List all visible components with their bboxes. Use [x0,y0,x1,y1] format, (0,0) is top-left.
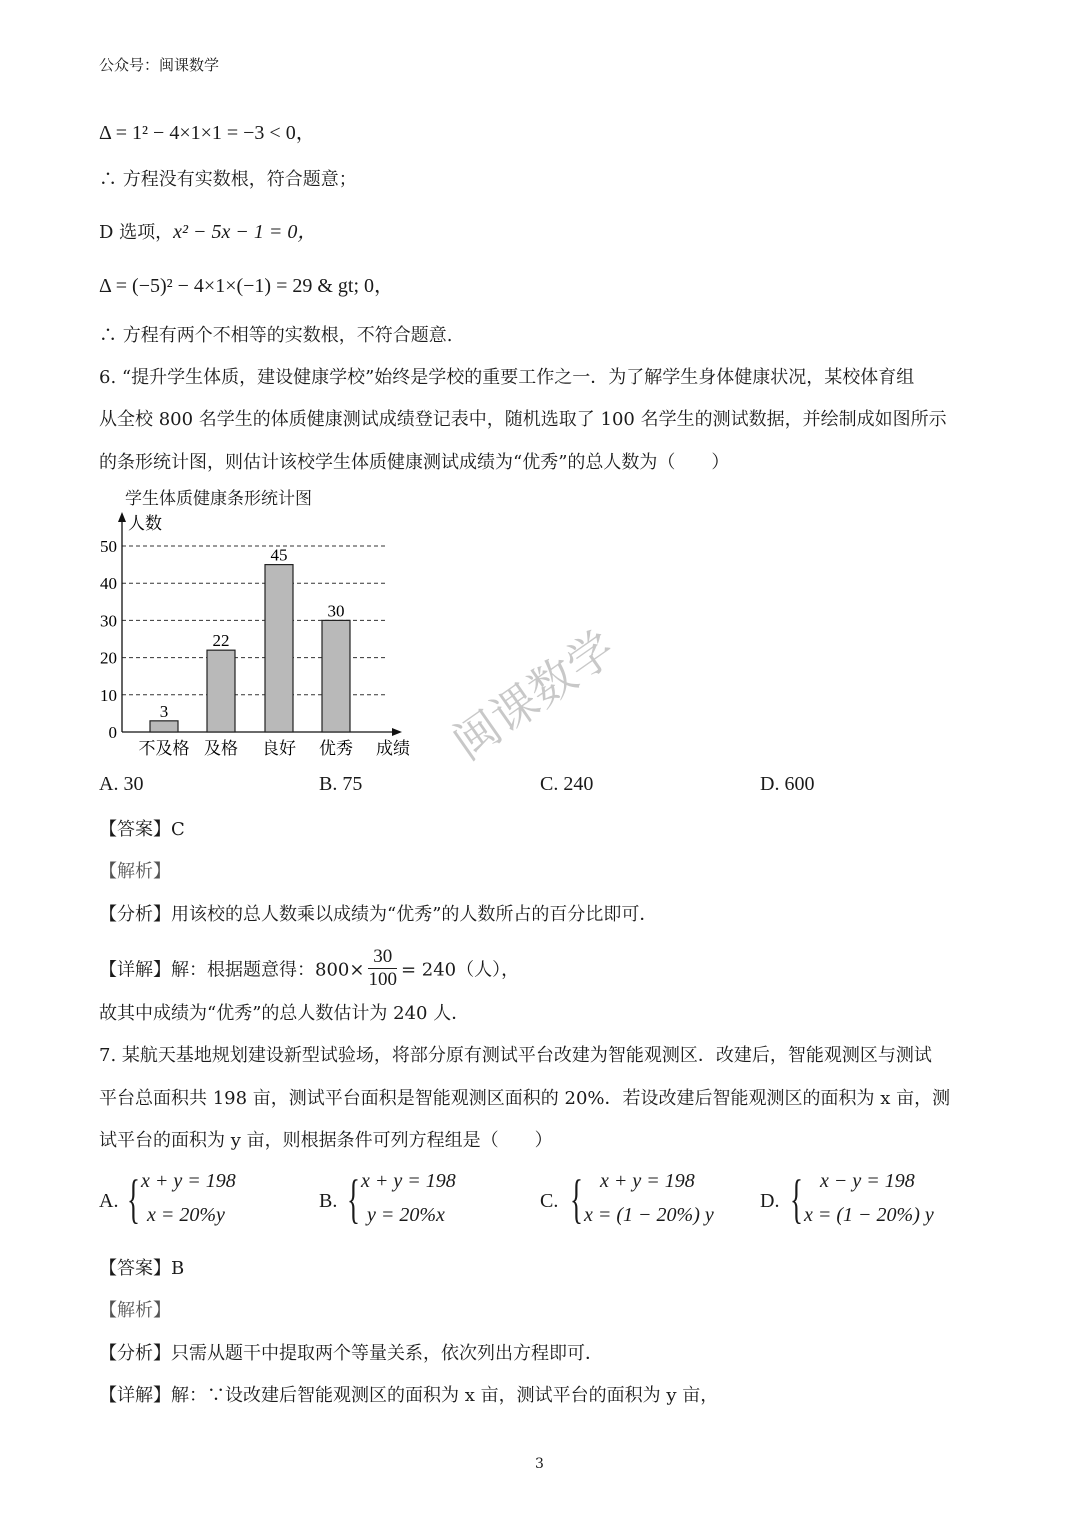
y-tick-label: 50 [100,537,117,556]
chart-title: 学生体质健康条形统计图 [125,489,312,509]
x-tick-label: 及格 [204,739,238,759]
bar [150,721,178,732]
y-tick-label: 20 [100,648,117,668]
x-axis-label: 成绩 [376,739,410,759]
answer: 【答案】C [99,819,185,840]
fraction-denominator: 100 [368,969,397,990]
option-a: A. 30 [99,773,144,795]
question-6-line: 的条形统计图，则估计该校学生体质健康测试成绩为“优秀”的总人数为（ ） [99,452,730,473]
text-line: ∴ 方程有两个不相等的实数根，不符合题意. [99,325,453,346]
bar [265,565,293,732]
text-line: Δ = (−5)² − 4×1×(−1) = 29 & gt; 0， [99,275,395,297]
data-label: 3 [159,701,169,721]
answer: 【答案】B [99,1258,185,1279]
text-line: Δ = 1² − 4×1×1 = −3 < 0， [99,122,316,144]
header-text: 公众号：闽课数学 [99,56,220,74]
document-page: 公众号：闽课数学 Δ = 1² − 4×1×1 = −3 < 0， ∴ 方程没有实数根，符合题意； D 选项，x² − 5x − 1 = 0， Δ = (−5)² − 4×1×(−1) = 29 & gt; 0， ∴ 方程有两个不相等的实数根，不符合题意. 6. “提升学生体质，建设健康学校”始终是学校的重要工作之一．为了解学生身体健康状况，某校体育组 从全校 800 名学生的体质健康测试成绩登记表中，随机选取了 100 名学生的测试数据，并绘制成如图所示 的条形统计图，则估计该校学生体质健康测试成绩为“优秀”的总人数为（ ） 学生体质健康条形统计图 0 10 20 30 40 50 人数 成绩 3 不及格 22 及格 45 良好 30 优秀 闽课数学 A. 30 B. 75 C. 240 D. 600 【答案】C 【解析】 【分析】用该校的总人数乘以成绩为“优秀”的人数所占的百分比即可． 【详解】解：根据题意得：800× $\frac{30}{100}$ = 240（人）， 故其中成绩为“优秀”的总人数估计为 240 人． 7. 某航天基地规划建设新型试验场，将部分原有测试平台改建为智能观测区．改建后，智能观测区与测试 平台总面积共 198 亩，测试平台面积是智能观测区面积的 20%．若设改建后智能观测区的面积为 x 亩，测 试平台的面积为 y 亩，则根据条件可列方程组是（ ） A. { x + y = 198 x = 20%y B. { x + y = 198 y = 20%x C. { x + y = 198 x = (1 − 20%) y D. { x − y = 198 x = (1 − 20%) y 【答案】B 【解析】 【分析】只需从题干中提取两个等量关系，依次列出方程即可． 【详解】解：∵设改建后智能观测区的面积为 x 亩，测试平台的面积为 y 亩， 3 [0,0,1080,1527]
x-tick-label: 不及格 [138,739,190,759]
y-tick-label: 30 [100,611,117,631]
text-line: ∴ 方程没有实数根，符合题意； [99,169,357,190]
question-6-line: 6. “提升学生体质，建设健康学校”始终是学校的重要工作之一．为了解学生身体健康状况，某校体育组 [99,367,915,388]
text-line: D 选项， [99,222,174,243]
bar [322,620,350,732]
data-label: 22 [212,631,230,651]
fraction-numerator: 30 [368,946,397,969]
solution-prefix: 【详解】解：根据题意得：800× [99,959,365,981]
analysis-label: 【解析】 [99,861,171,882]
analysis-label: 【解析】 [99,1300,171,1321]
y-tick-label: 0 [108,723,117,742]
y-tick-label: 10 [100,685,117,705]
option-c: C. 240 [540,773,594,795]
x-axis-arrow-icon [392,728,402,736]
x-tick-label: 良好 [262,739,296,759]
option-d: D. 600 [760,773,815,795]
y-axis-label: 人数 [128,514,162,534]
solution-suffix: = 240（人）， [400,959,520,981]
y-axis-arrow-icon [118,512,126,522]
math: x² − 5x − 1 = 0， [173,221,318,243]
question-7-line: 平台总面积共 198 亩，测试平台面积是智能观测区面积的 20%．若设改建后智能观测区的面积为 x 亩，测 [99,1088,951,1109]
bar [207,650,235,732]
question-7-line: 试平台的面积为 y 亩，则根据条件可列方程组是（ ） [99,1130,553,1151]
data-label: 45 [270,545,288,565]
conclusion: 故其中成绩为“优秀”的总人数估计为 240 人． [99,1003,470,1024]
watermark: 闽课数学 [442,620,625,771]
analysis: 【分析】用该校的总人数乘以成绩为“优秀”的人数所占的百分比即可． [99,904,658,925]
option-b: B. 75 [319,773,363,795]
x-tick-label: 优秀 [319,739,353,759]
analysis: 【分析】只需从题干中提取两个等量关系，依次列出方程即可． [99,1343,603,1364]
y-tick-label: 40 [100,574,117,594]
solution: 【详解】解：∵设改建后智能观测区的面积为 x 亩，测试平台的面积为 y 亩， [99,1385,719,1406]
question-6-line: 从全校 800 名学生的体质健康测试成绩登记表中，随机选取了 100 名学生的测试数据，并绘制成如图所示 [99,409,947,430]
page-number: 3 [535,1456,544,1472]
data-label: 30 [327,601,345,621]
question-7-line: 7. 某航天基地规划建设新型试验场，将部分原有测试平台改建为智能观测区．改建后，智能观测区与测试 [99,1045,932,1066]
